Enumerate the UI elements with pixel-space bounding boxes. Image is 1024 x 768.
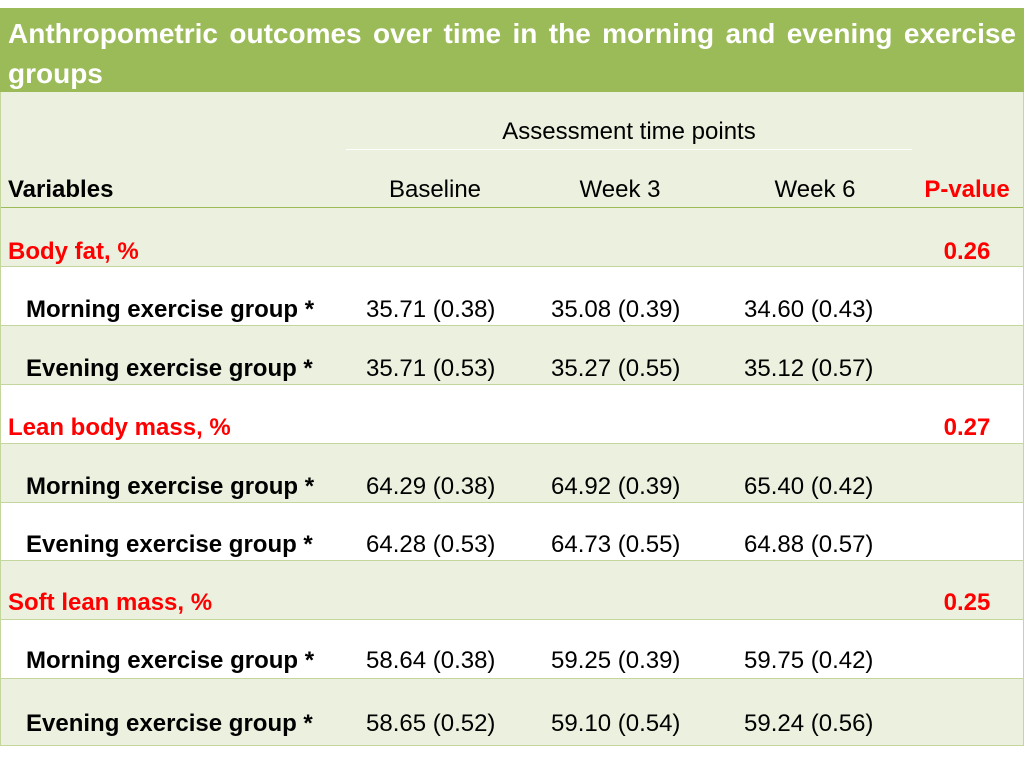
group-name: Evening exercise group * [26,710,313,737]
week6-value: 35.12 (0.57) [744,355,874,382]
week3-value: 64.73 (0.55) [551,531,681,558]
table-row [0,326,1024,385]
header-divider [346,149,912,150]
section-name: Soft lean mass, % [8,589,213,616]
week6-value: 64.88 (0.57) [744,531,874,558]
week3-value: 35.27 (0.55) [551,355,681,382]
group-name: Morning exercise group * [26,296,315,323]
table-row [0,444,1024,503]
section-row [0,208,1024,267]
section-name: Lean body mass, % [8,414,231,441]
section-pvalue: 0.27 [943,414,991,441]
baseline-value: 58.64 (0.38) [366,647,496,674]
table-row [0,503,1024,561]
baseline-value: 58.65 (0.52) [366,710,496,737]
group-name: Morning exercise group * [26,473,315,500]
table-row [0,620,1024,679]
week3-value: 64.92 (0.39) [551,473,681,500]
week6-value: 65.40 (0.42) [744,473,874,500]
week6-header: Week 6 [774,176,856,203]
baseline-value: 64.28 (0.53) [366,531,496,558]
week6-value: 59.75 (0.42) [744,647,874,674]
section-pvalue: 0.26 [943,238,991,265]
section-name: Body fat, % [8,238,139,265]
week6-value: 34.60 (0.43) [744,296,874,323]
baseline-value: 35.71 (0.53) [366,355,496,382]
baseline-value: 64.29 (0.38) [366,473,496,500]
title-bar [0,8,1024,92]
table-row [0,267,1024,326]
week3-value: 35.08 (0.39) [551,296,681,323]
assessment-time-points-label: Assessment time points [502,118,756,145]
section-pvalue: 0.25 [943,589,991,616]
table-left-border [0,92,1,746]
week3-value: 59.25 (0.39) [551,647,681,674]
section-row [0,385,1024,444]
variables-header: Variables [8,176,114,203]
pvalue-header: P-value [924,176,1010,203]
section-row [0,561,1024,620]
group-name: Morning exercise group * [26,647,315,674]
baseline-value: 35.71 (0.38) [366,296,496,323]
group-name: Evening exercise group * [26,355,313,382]
week6-value: 59.24 (0.56) [744,710,874,737]
slide-title: Anthropometric outcomes over time in the morning and evening exercise groups [8,18,1016,89]
week3-header: Week 3 [579,176,661,203]
table-header [0,92,1024,208]
baseline-header: Baseline [388,176,482,203]
week3-value: 59.10 (0.54) [551,710,681,737]
table-row [0,679,1024,746]
group-name: Evening exercise group * [26,531,313,558]
